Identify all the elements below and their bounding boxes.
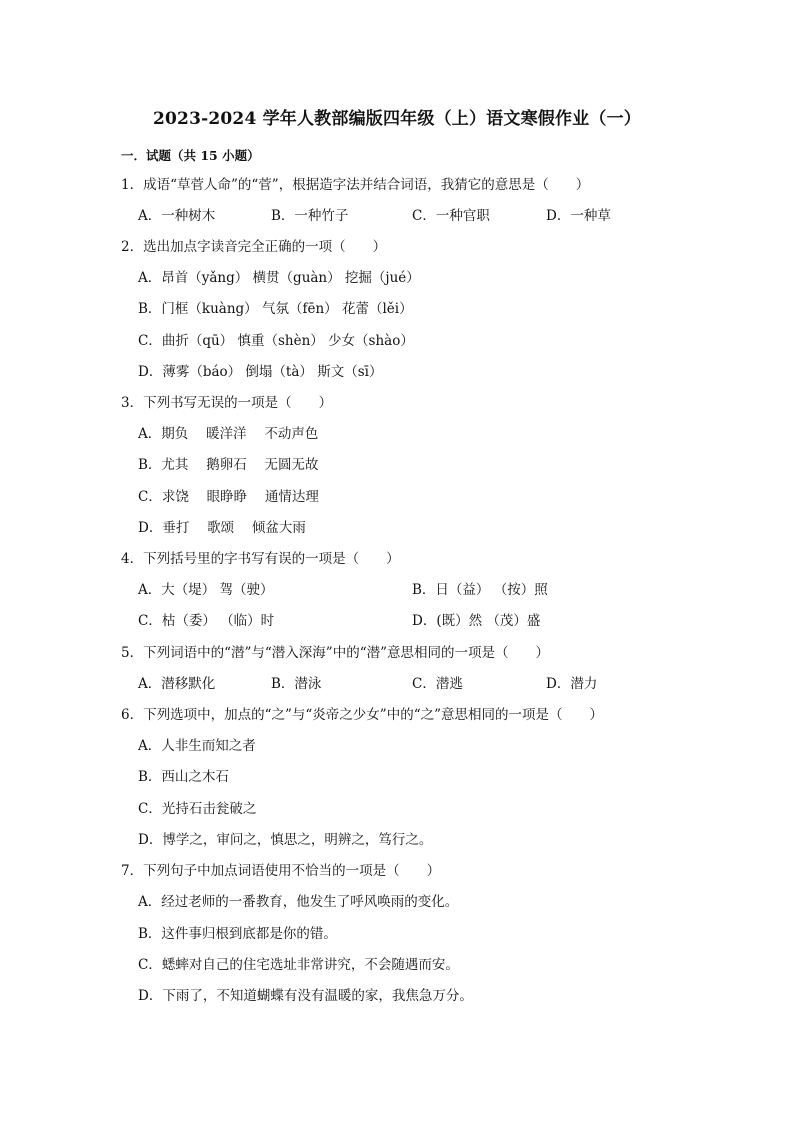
question-5-option-c: C．潜逃 [412,676,463,692]
section-heading: 一．试题（共 15 小题） [121,148,260,163]
question-7-option-a: A．经过老师的一番教育，他发生了呼风唤雨的变化。 [138,894,459,910]
question-4-option-c: C．枯（委） （临）时 [138,613,275,629]
question-2-option-a: A．昂首（yǎng） 横贯（guàn） 挖掘（jué） [138,270,420,286]
question-5-option-a: A．潜移默化 [138,676,216,692]
question-1-option-b: B．一种竹子 [271,208,349,224]
question-6-option-a: A．人非生而知之者 [138,738,256,754]
question-5-option-b: B．潜泳 [271,676,322,692]
question-1-stem: 1．成语“草菅人命”的“菅”，根据造字法并结合词语，我猜它的意思是（ ） [121,177,590,193]
question-6-option-c: C．光持石击瓮破之 [138,801,257,817]
question-7-option-b: B．这件事归根到底都是你的错。 [138,926,337,942]
question-2-option-d: D．薄雾（báo） 倒塌（tà） 斯文（sī） [138,364,383,380]
question-5-option-d: D．潜力 [546,676,598,692]
question-4-stem: 4．下列括号里的字书写有误的一项是（ ） [121,551,400,567]
question-7-option-c: C．蟋蟀对自己的住宅选址非常讲究，不会随遇而安。 [138,957,459,973]
question-5-stem: 5．下列词语中的“潜”与“潜入深海”中的“潜”意思相同的一项是（ ） [121,645,549,661]
question-3-option-b: B．尤其 鹅卵石 无圆无故 [138,457,319,473]
question-2-stem: 2．选出加点字读音完全正确的一项（ ） [121,239,387,255]
question-3-stem: 3．下列书写无误的一项是（ ） [121,395,333,411]
question-4-option-b: B．日（益） （按）照 [412,582,548,598]
question-7-option-d: D．下雨了，不知道蝴蝶有没有温暖的家，我焦急万分。 [138,988,473,1004]
question-6-stem: 6．下列选项中，加点的“之”与“炎帝之少女”中的“之”意思相同的一项是（ ） [121,707,603,723]
question-6-option-d: D．博学之，审问之，慎思之，明辨之，笃行之。 [138,832,433,848]
question-3-option-c: C．求饶 眼睁睁 通情达理 [138,489,319,505]
question-4-option-d: D．(既）然 （茂）盛 [412,613,541,629]
question-3-option-a: A．期负 暖洋洋 不动声色 [138,426,319,442]
question-7-stem: 7．下列句子中加点词语使用不恰当的一项是（ ） [121,863,441,879]
question-2-option-c: C．曲折（qū） 慎重（shèn） 少女（shào） [138,333,414,349]
question-2-option-b: B．门框（kuàng） 气氛（fēn） 花蕾（lěi） [138,301,413,317]
page-title: 2023-2024 学年人教部编版四年级（上）语文寒假作业（一） [152,109,641,129]
question-3-option-d: D．垂打 歌颂 倾盆大雨 [138,520,306,536]
question-4-option-a: A．大（堤） 驾（驶） [138,582,274,598]
question-1-option-d: D．一种草 [546,208,611,224]
question-6-option-b: B．西山之木石 [138,769,229,785]
question-1-option-a: A．一种树木 [138,208,216,224]
question-1-option-c: C．一种官职 [412,208,490,224]
